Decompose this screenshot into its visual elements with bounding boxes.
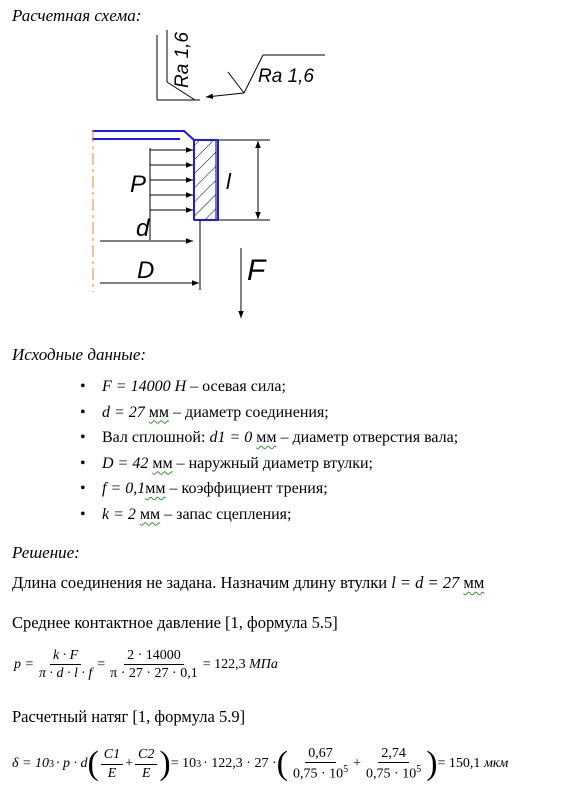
solution-expr: l = d = 27 xyxy=(391,573,460,592)
formula-result: = 122,3 xyxy=(202,656,246,672)
input-expr: f = 0,1 xyxy=(102,480,146,497)
solution-unit: мм xyxy=(463,573,485,592)
fraction-numerator: k · F xyxy=(50,648,81,665)
fraction xyxy=(101,747,123,781)
input-expr: d = 27 xyxy=(102,403,145,421)
fraction-numerator: 2,74 xyxy=(378,746,409,763)
fraction-denominator: E xyxy=(107,765,117,781)
fraction-denominator: $0,75 \cdot 10^5$ xyxy=(292,764,349,783)
input-expr: k = 2 xyxy=(102,505,136,523)
input-unit: мм xyxy=(139,505,161,523)
formula-unit: мкм xyxy=(483,756,509,772)
input-heading: Исходные данные: xyxy=(12,345,147,364)
fraction xyxy=(363,746,424,782)
input-data-list xyxy=(80,374,458,527)
list-item xyxy=(80,451,458,477)
formula-lhs: δ = 10 xyxy=(12,756,49,772)
design-scheme-diagram xyxy=(0,0,566,330)
list-item xyxy=(80,374,458,400)
formula-interference: δ = 10 3 · p · d ( $\frac{C1}{E}$ + $\frac{C2}{E}$ ) = 10 3 · 122,3 · 27 · ( $\frac{0,67}{0,75 \cdot 10^5}$ + $\frac{2,74}{0,75 \cdot 10^5}$ ) = 150,1 мкм xyxy=(12,745,509,783)
input-desc: – осевая сила; xyxy=(186,378,286,395)
roughness-label-1: Ra 1,6 xyxy=(172,32,193,88)
formula-unit: МПа xyxy=(249,656,278,672)
label-l: l xyxy=(226,169,231,194)
fraction-numerator: C2 xyxy=(135,747,157,764)
formula-eq2: = 10 xyxy=(170,756,197,772)
solution-line-1 xyxy=(12,573,484,593)
label-f: F xyxy=(247,254,266,287)
plus-sign: + xyxy=(125,756,134,772)
input-desc: – коэффициент трения; xyxy=(165,480,328,497)
fraction xyxy=(135,747,157,781)
input-unit: мм xyxy=(256,429,277,446)
solution-heading: Решение: xyxy=(12,543,80,562)
input-desc: – наружный диаметр втулки; xyxy=(172,454,373,472)
scheme-heading: Расчетная схема: xyxy=(12,6,142,25)
input-expr: F = 14000 H xyxy=(102,378,187,395)
fraction-denominator: E xyxy=(141,765,151,781)
formula-lhs: p = xyxy=(14,656,34,672)
formula-result: = 150,1 xyxy=(437,756,481,772)
list-item xyxy=(80,476,458,502)
input-desc: – запас сцепления; xyxy=(160,505,292,523)
label-d: d xyxy=(136,215,150,242)
fraction-numerator: 2 · 14000 xyxy=(124,648,184,665)
input-desc: – диаметр отверстия вала; xyxy=(276,429,459,446)
label-D: D xyxy=(137,257,155,284)
roughness-label-2: Ra 1,6 xyxy=(258,66,314,87)
exponent: 3 xyxy=(196,758,202,770)
exponent: 3 xyxy=(48,758,54,770)
input-desc: – диаметр соединения; xyxy=(169,403,329,421)
fraction xyxy=(107,648,201,682)
label-p: P xyxy=(130,171,147,198)
fraction-numerator: 0,67 xyxy=(305,746,336,763)
fraction-numerator: C1 xyxy=(101,747,123,764)
input-unit: мм xyxy=(152,454,173,472)
list-item xyxy=(80,425,458,451)
formula-mid2: · 122,3 · 27 · xyxy=(203,756,277,772)
formula-mid: · p · d xyxy=(55,756,88,772)
solution-text: Длина соединения не задана. Назначим длину втулки xyxy=(12,573,392,592)
fraction xyxy=(36,648,95,682)
formula-pressure: p = $\frac{k \cdot F}{\pi \cdot d \cdot l \cdot f}$ = $\frac{2 \cdot 14000}{\pi \cdot 27 \cdot 27 \cdot 0,1}$ = 122,3 МПа xyxy=(14,648,278,682)
input-expr: d1 = 0 xyxy=(209,429,253,446)
input-unit: мм xyxy=(148,403,170,421)
solution-line-3: Расчетный натяг [1, формула 5.9] xyxy=(12,707,246,726)
input-expr: D = 42 xyxy=(102,454,149,472)
solution-line-2: Среднее контактное давление [1, формула 5.5] xyxy=(12,613,338,632)
bushing-hatch xyxy=(194,140,216,220)
list-item xyxy=(80,502,458,528)
input-prefix: Вал сплошной: xyxy=(102,429,210,446)
fraction-denominator: $0,75 \cdot 10^5$ xyxy=(366,764,422,783)
list-item xyxy=(80,400,458,426)
pressure-arrows xyxy=(150,148,193,240)
fraction-denominator: π · 27 · 27 · 0,1 xyxy=(110,666,198,682)
fraction xyxy=(290,746,351,782)
input-unit: мм xyxy=(145,480,166,497)
fraction-denominator: π · d · l · f xyxy=(38,666,93,682)
